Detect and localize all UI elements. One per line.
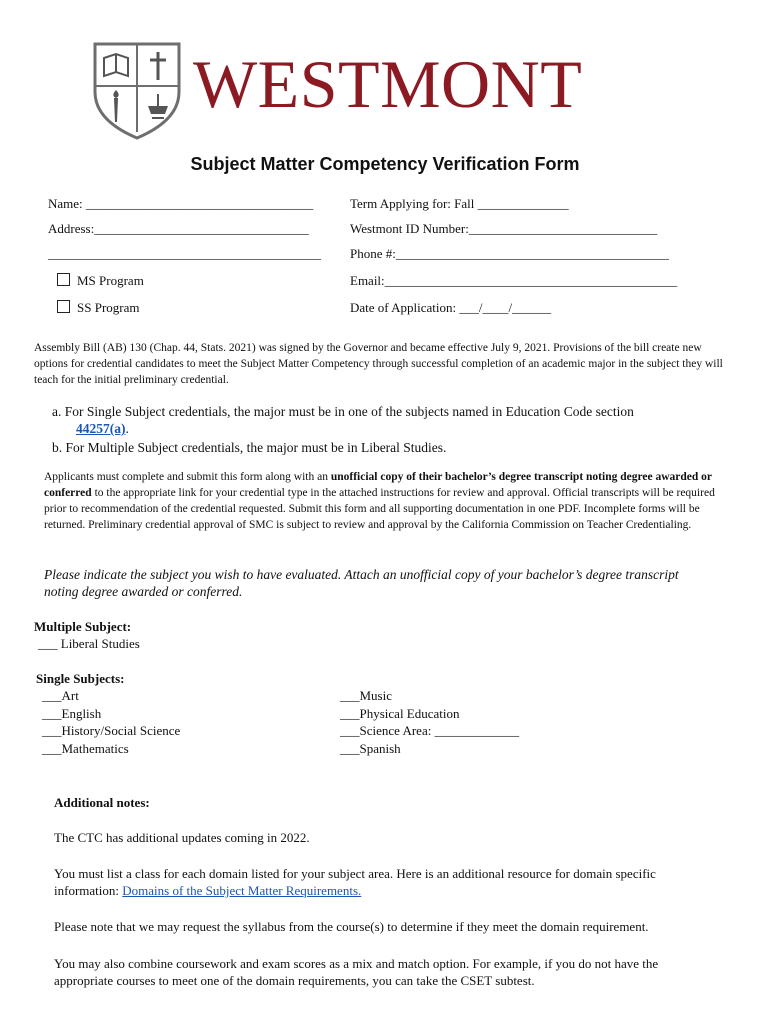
note-domain-text: You must list a class for each domain listed for your subject area. Here is an additional resource for domain specific information:: [54, 866, 656, 898]
date-field[interactable]: Date of Application: ___/____/______: [350, 300, 552, 315]
phone-field[interactable]: Phone #:__________________________________________: [350, 246, 669, 261]
single-subjects-left-column: [42, 687, 180, 757]
list-marker-b: b.: [52, 440, 63, 455]
instructions-text-1: Applicants must complete and submit this form along with an: [44, 471, 331, 483]
westmont-shield-logo: [92, 40, 182, 140]
domains-requirements-link[interactable]: Domains of the Subject Matter Requirements.: [122, 883, 362, 898]
westmont-wordmark: WESTMONT: [193, 46, 583, 122]
multiple-subject-heading: Multiple Subject:: [34, 619, 132, 634]
list-a-period: .: [125, 421, 129, 436]
note-domain-resource: [54, 865, 694, 899]
ms-program-label: MS Program: [77, 273, 144, 288]
address-field[interactable]: Address:_________________________________: [48, 221, 309, 236]
ss-program-option[interactable]: [57, 300, 139, 316]
instructions-bold-text: unofficial copy of their bachelor’s degree transcript noting degree awarded or conferred: [44, 471, 712, 499]
additional-notes-heading: Additional notes:: [54, 795, 150, 810]
email-field[interactable]: Email:_____________________________________________: [350, 273, 678, 288]
note-syllabus: Please note that we may request the syllabus from the course(s) to determine if they meet the domain requirement.: [54, 919, 649, 934]
intro-paragraph: Assembly Bill (AB) 130 (Chap. 44, Stats. 2021) was signed by the Governor and became effective July 9, 2021. Provisions of the bill create new options for credential candidates to meet the Subject Matter Competency through successful completion of an academic major in the subject they will teach for the initial preliminary credential.: [34, 342, 723, 386]
ss-program-checkbox[interactable]: [57, 300, 70, 313]
note-mix-and-match: You may also combine coursework and exam scores as a mix and match option. For example, if you do not have the appropriate courses to meet one of the domain requirements, you can take the CSET subtest.: [54, 956, 659, 988]
subject-option-history[interactable]: ___History/Social Science: [42, 723, 181, 738]
education-code-link[interactable]: 44257(a): [76, 421, 126, 436]
term-field[interactable]: Term Applying for: Fall ______________: [350, 196, 569, 211]
list-text-a: For Single Subject credentials, the major must be in one of the subjects named in Education Code section: [64, 404, 634, 419]
list-item-a: [52, 403, 672, 437]
list-item-b: [52, 439, 672, 456]
ms-program-option[interactable]: [57, 273, 144, 289]
subject-option-science-area[interactable]: ___Science Area: _____________: [340, 723, 520, 738]
ss-program-label: SS Program: [77, 300, 140, 315]
single-subjects-right-column: [340, 687, 519, 757]
list-text-b: For Multiple Subject credentials, the major must be in Liberal Studies.: [65, 440, 447, 455]
subject-option-english[interactable]: ___English: [42, 705, 102, 721]
instructions-text-2: to the appropriate link for your credential type in the attached instructions for review and approval. Official transcripts will be required prior to recommendation of the credential requested. Submit this form and all supporting documentation in one PDF. Incomplete forms will be returned. Preliminary credential approval of SMC is subject to review and approval by the California Commission on Teacher Credentialing.: [44, 487, 715, 531]
name-field[interactable]: Name: ___________________________________: [48, 196, 314, 211]
subject-option-physical-education[interactable]: ___Physical Education: [340, 705, 460, 721]
liberal-studies-option[interactable]: ___ Liberal Studies: [38, 636, 140, 651]
address-line2-field[interactable]: __________________________________________: [48, 246, 321, 261]
single-subjects-heading: Single Subjects:: [36, 671, 125, 686]
italic-instruction: Please indicate the subject you wish to have evaluated. Attach an unofficial copy of your bachelor’s degree transcript noting degree awarded or conferred.: [44, 567, 679, 599]
ms-program-checkbox[interactable]: [57, 273, 70, 286]
note-ctc-updates: The CTC has additional updates coming in 2022.: [54, 830, 310, 845]
form-title: Subject Matter Competency Verification Form: [190, 154, 580, 174]
subject-option-art[interactable]: ___Art: [42, 688, 79, 703]
instructions-paragraph: [44, 469, 724, 533]
list-marker-a: a.: [52, 404, 62, 419]
subject-option-spanish[interactable]: ___Spanish: [340, 740, 401, 756]
subject-option-music[interactable]: ___Music: [340, 688, 392, 703]
westmont-id-field[interactable]: Westmont ID Number:_____________________________: [350, 221, 658, 236]
subject-option-mathematics[interactable]: ___Mathematics: [42, 740, 129, 756]
